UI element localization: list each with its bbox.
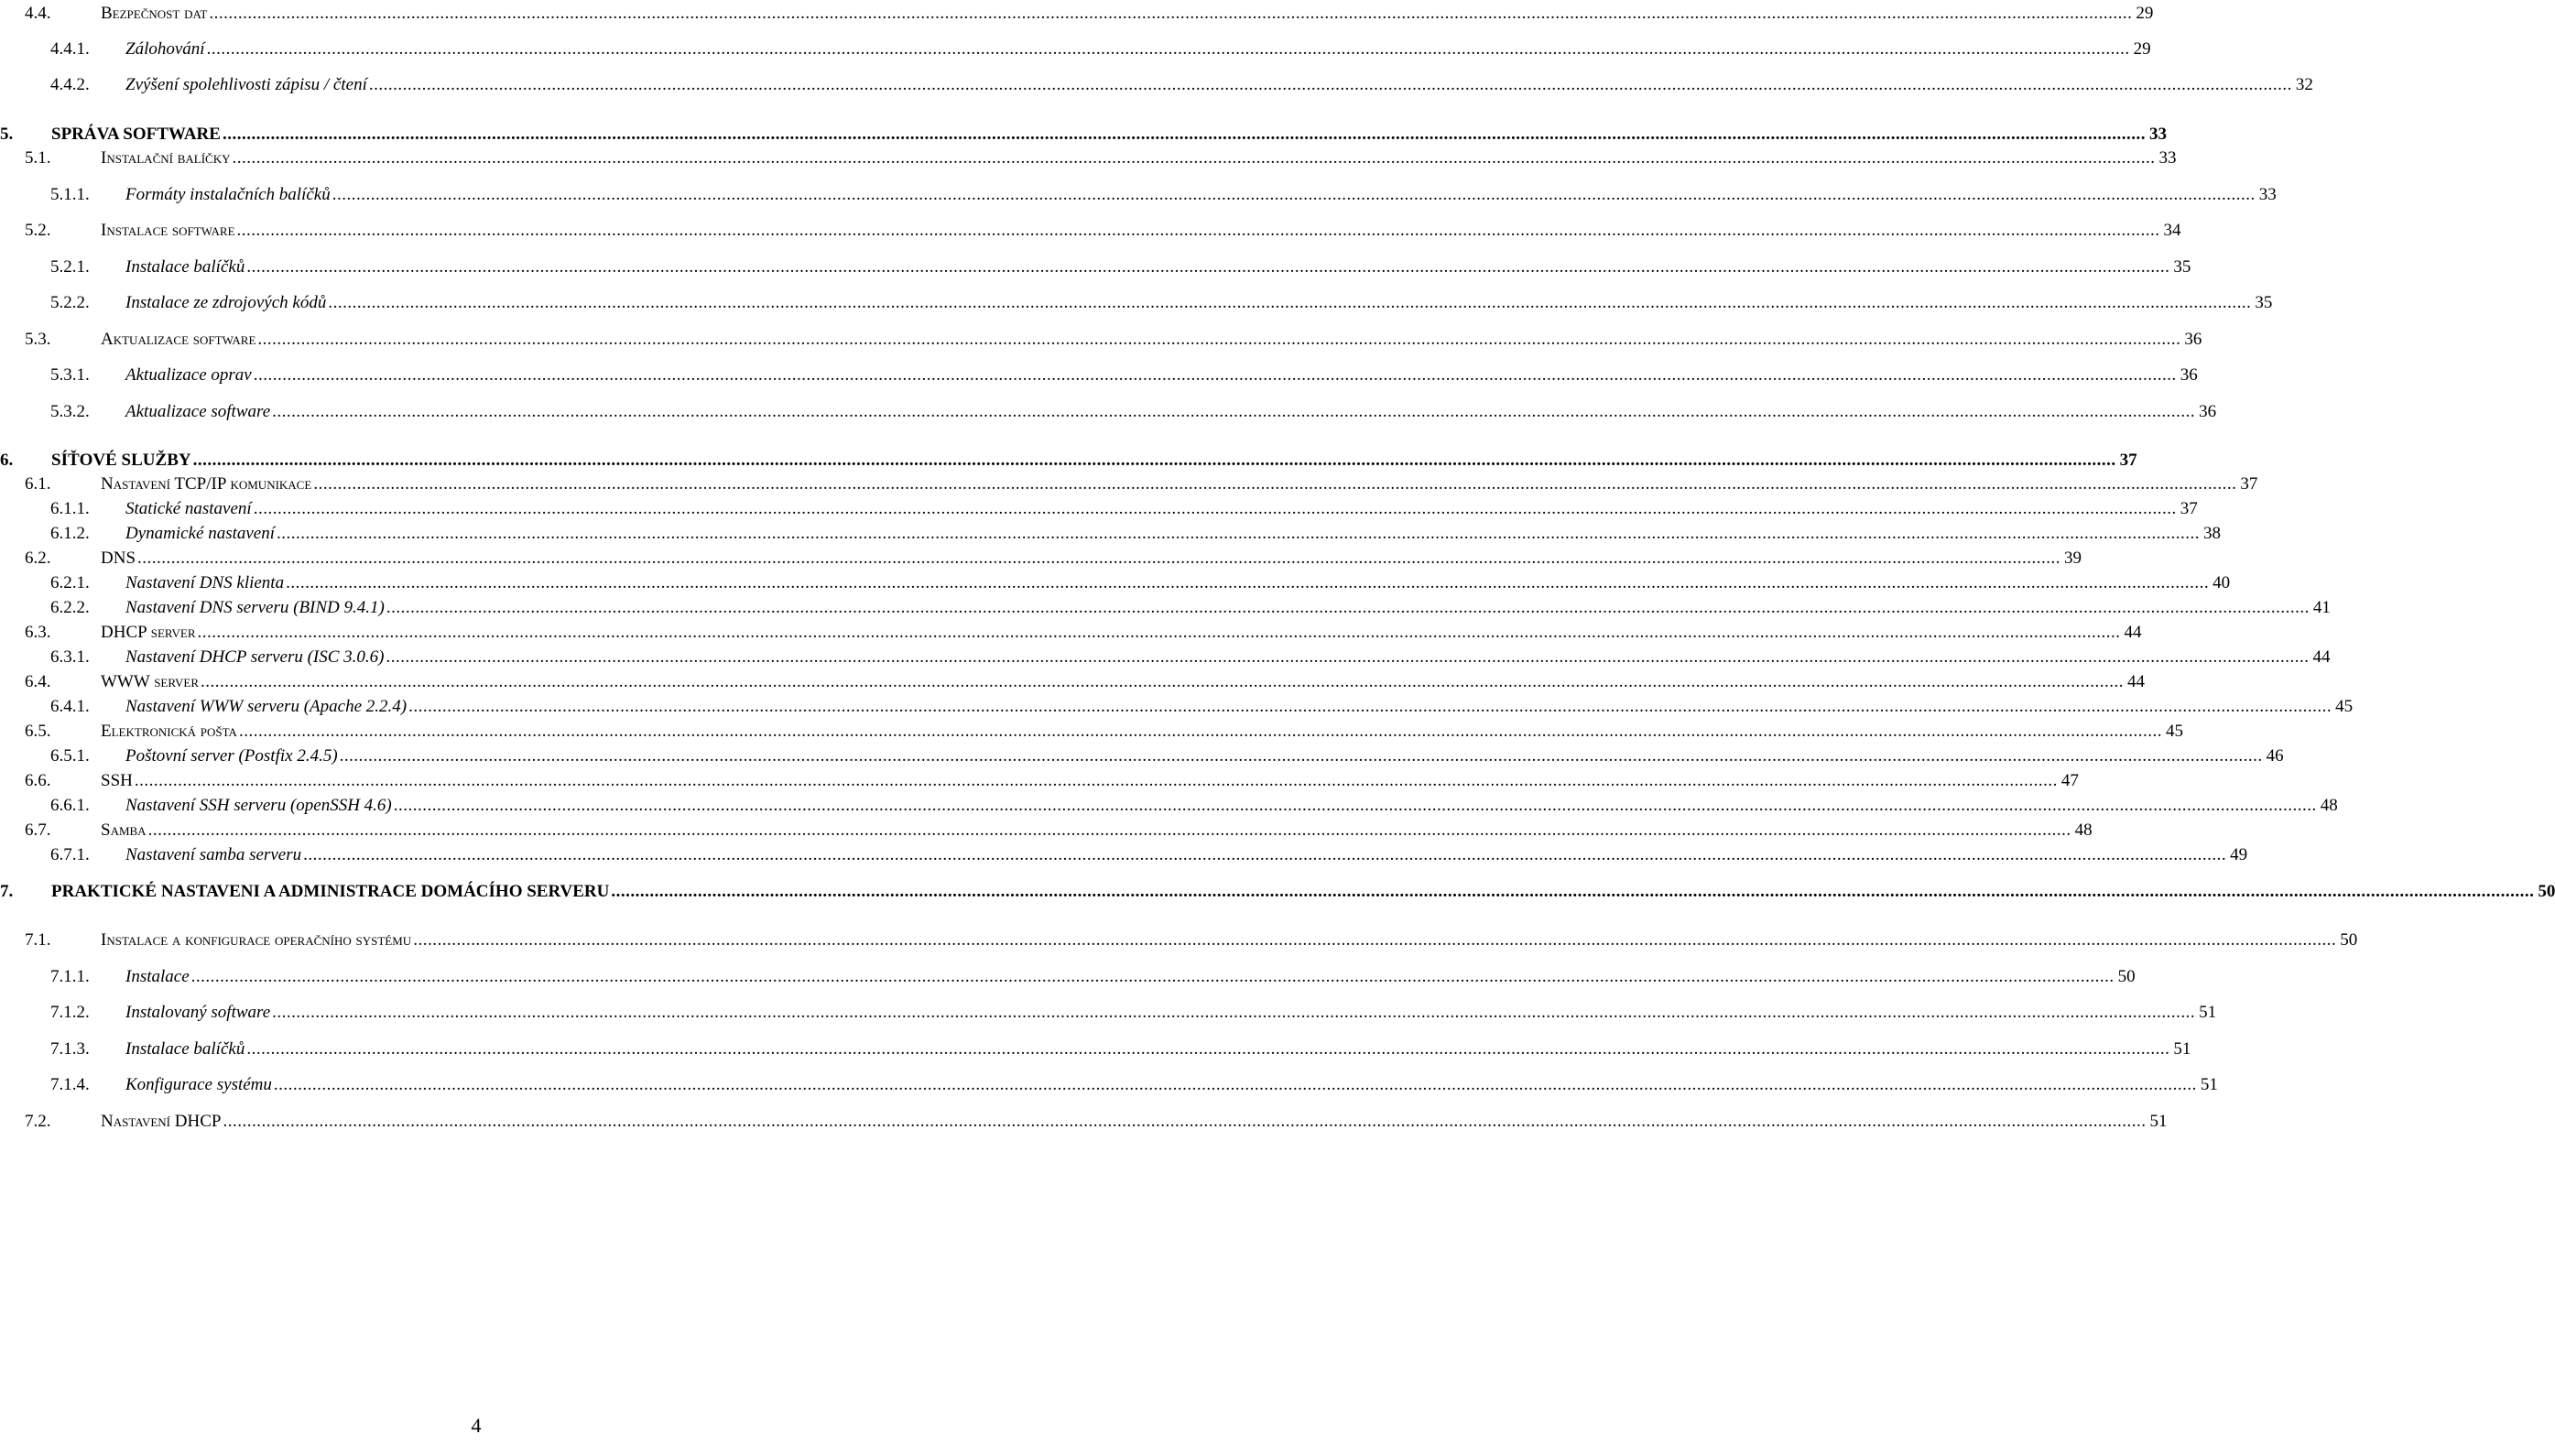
toc-entry-number: 7.1.1.	[50, 967, 90, 986]
toc-entry[interactable]	[0, 2, 2154, 26]
toc-dot-leader: ................................................................................................................................................................................................................................................................................................................................................................................................................	[413, 930, 2337, 950]
toc-entry-title: SSH	[101, 771, 133, 790]
toc-entry-title: Konfigurace systému	[125, 1075, 272, 1094]
toc-entry[interactable]	[0, 183, 2277, 207]
toc-entry-number: 6.7.1.	[50, 845, 90, 864]
toc-dot-leader: ................................................................................................................................................................................................................................................................................................................................................................................................................	[209, 4, 2133, 23]
toc-entry-number: 5.1.	[25, 148, 51, 168]
toc-entry-page: 37	[2180, 499, 2198, 518]
toc-entry-title: Nastavení DNS klienta	[125, 573, 285, 592]
toc-entry-title: Statické nastavení	[125, 499, 252, 518]
toc-entry-page: 45	[2335, 697, 2354, 716]
toc-entry-number: 6.4.1.	[50, 697, 90, 716]
toc-entry-page: 33	[2148, 125, 2167, 144]
toc-entry-number: 6.1.	[25, 474, 51, 494]
toc-entry-number: 5.3.	[25, 330, 51, 349]
toc-dot-leader: ................................................................................................................................................................................................................................................................................................................................................................................................................	[272, 1003, 2196, 1022]
toc-entry-page: 29	[2133, 39, 2151, 59]
toc-entry-number: 5.2.	[25, 221, 51, 240]
toc-entry-page: 35	[2173, 257, 2191, 277]
toc-entry-number: 5.2.1.	[50, 257, 90, 277]
toc-entry[interactable]	[0, 929, 2358, 952]
toc-dot-leader: ................................................................................................................................................................................................................................................................................................................................................................................................................	[222, 125, 2146, 144]
toc-entry[interactable]	[0, 1001, 2217, 1025]
toc-entry-number: 7.1.3.	[50, 1039, 90, 1059]
toc-entry-number: 5.	[0, 125, 14, 144]
toc-entry[interactable]	[0, 880, 2555, 904]
toc-entry-title: Instalace	[125, 967, 190, 986]
toc-entry-number: 6.3.1.	[50, 647, 90, 667]
toc-entry[interactable]	[0, 695, 2354, 719]
toc-entry[interactable]	[0, 522, 2222, 546]
toc-dot-leader: ................................................................................................................................................................................................................................................................................................................................................................................................................	[277, 524, 2201, 543]
toc-entry[interactable]	[0, 965, 2136, 989]
toc-entry-number: 5.1.1.	[50, 185, 90, 204]
toc-entry-page: 50	[2538, 882, 2555, 901]
toc-dot-leader: ................................................................................................................................................................................................................................................................................................................................................................................................................	[223, 1112, 2147, 1131]
toc-dot-leader: ................................................................................................................................................................................................................................................................................................................................................................................................................	[147, 820, 2071, 840]
toc-entry-title: Aktualizace oprav	[125, 365, 252, 385]
toc-entry[interactable]	[0, 843, 2248, 867]
toc-entry[interactable]	[0, 38, 2151, 61]
toc-entry-number: 6.	[0, 451, 14, 470]
toc-entry-title: Instalace a konfigurace operačního systému	[101, 930, 412, 950]
toc-entry-title: PRAKTICKÉ NASTAVENI A ADMINISTRACE DOMÁCÍHO SERVERU	[51, 882, 610, 901]
toc-entry-title: DHCP server	[101, 623, 196, 642]
toc-entry-number: 4.4.1.	[50, 39, 90, 59]
toc-entry-page: 35	[2255, 293, 2273, 312]
toc-dot-leader: ................................................................................................................................................................................................................................................................................................................................................................................................................	[303, 845, 2227, 864]
toc-entry-page: 34	[2163, 221, 2181, 240]
toc-entry[interactable]	[0, 73, 2313, 97]
toc-entry-page: 36	[2199, 402, 2217, 421]
toc-entry-page: 44	[2127, 672, 2146, 691]
toc-dot-leader: ................................................................................................................................................................................................................................................................................................................................................................................................................	[386, 598, 2310, 617]
toc-entry-title: Instalační balíčky	[101, 148, 231, 168]
toc-entry-page: 51	[2173, 1039, 2191, 1059]
toc-dot-leader: ................................................................................................................................................................................................................................................................................................................................................................................................................	[246, 257, 2170, 277]
toc-dot-leader: ................................................................................................................................................................................................................................................................................................................................................................................................................	[257, 330, 2181, 349]
toc-entry[interactable]	[0, 255, 2191, 279]
toc-entry-page: 46	[2266, 746, 2284, 766]
toc-entry-number: 7.1.	[25, 930, 51, 950]
toc-entry[interactable]	[0, 219, 2181, 243]
toc-entry-title: Nastavení DHCP serveru (ISC 3.0.6)	[125, 647, 385, 667]
toc-dot-leader: ................................................................................................................................................................................................................................................................................................................................................................................................................	[137, 549, 2061, 568]
toc-entry[interactable]	[0, 1038, 2191, 1061]
toc-entry-page: 48	[2320, 796, 2338, 815]
toc-entry[interactable]	[0, 1073, 2218, 1097]
toc-dot-leader: ................................................................................................................................................................................................................................................................................................................................................................................................................	[190, 967, 2115, 986]
toc-entry-number: 6.7.	[25, 820, 51, 840]
toc-entry-page: 36	[2184, 330, 2202, 349]
toc-dot-leader: ................................................................................................................................................................................................................................................................................................................................................................................................................	[206, 39, 2130, 59]
toc-entry-number: 6.5.1.	[50, 746, 90, 766]
toc-entry-title: Dynamické nastavení	[125, 524, 276, 543]
toc-entry-page: 33	[2258, 185, 2277, 204]
toc-entry-number: 6.4.	[25, 672, 51, 691]
toc-entry[interactable]	[0, 571, 2231, 595]
toc-entry-title: Poštovní server (Postfix 2.4.5)	[125, 746, 338, 766]
toc-entry[interactable]	[0, 621, 2142, 645]
toc-entry-page: 37	[2240, 474, 2258, 494]
toc-entry[interactable]	[0, 547, 2082, 570]
toc-entry-number: 6.2.1.	[50, 573, 90, 592]
toc-entry-number: 4.4.	[25, 4, 51, 23]
toc-dot-leader: ................................................................................................................................................................................................................................................................................................................................................................................................................	[236, 221, 2160, 240]
toc-entry-page: 37	[2119, 451, 2137, 470]
toc-entry[interactable]	[0, 794, 2338, 818]
toc-entry-page: 44	[2124, 623, 2142, 642]
toc-entry-page: 40	[2213, 573, 2231, 592]
toc-entry-page: 50	[2117, 967, 2136, 986]
toc-entry-title: Bezpečnost dat	[101, 4, 208, 23]
toc-entry-page: 48	[2074, 820, 2093, 840]
toc-entry[interactable]	[0, 328, 2202, 352]
toc-entry-title: Instalovaný software	[125, 1003, 271, 1022]
toc-dot-leader: ................................................................................................................................................................................................................................................................................................................................................................................................................	[273, 1075, 2197, 1094]
toc-dot-leader: ................................................................................................................................................................................................................................................................................................................................................................................................................	[253, 365, 2177, 385]
toc-entry-page: 47	[2060, 771, 2079, 790]
toc-dot-leader: ................................................................................................................................................................................................................................................................................................................................................................................................................	[272, 402, 2196, 421]
toc-entry-number: 6.3.	[25, 623, 51, 642]
toc-entry-page: 49	[2230, 845, 2248, 864]
toc-dot-leader: ................................................................................................................................................................................................................................................................................................................................................................................................................	[393, 796, 2317, 815]
toc-entry-page: 33	[2158, 148, 2177, 168]
toc-entry-title: WWW server	[101, 672, 200, 691]
toc-entry-number: 4.4.2.	[50, 75, 90, 94]
toc-entry-page: 32	[2295, 75, 2313, 94]
toc-entry-number: 7.1.4.	[50, 1075, 90, 1094]
toc-dot-leader: ................................................................................................................................................................................................................................................................................................................................................................................................................	[313, 474, 2237, 494]
toc-entry[interactable]	[0, 291, 2273, 315]
toc-entry-title: Instalace ze zdrojových kódů	[125, 293, 327, 312]
toc-dot-leader: ................................................................................................................................................................................................................................................................................................................................................................................................................	[328, 293, 2252, 312]
toc-entry[interactable]	[0, 364, 2198, 387]
toc-entry-number: 6.6.1.	[50, 796, 90, 815]
toc-entry-number: 6.1.2.	[50, 524, 90, 543]
toc-entry[interactable]	[0, 473, 2258, 496]
toc-entry-title: Instalace balíčků	[125, 257, 245, 277]
page-number: 4	[471, 1414, 482, 1437]
toc-entry-page: 29	[2136, 4, 2154, 23]
toc-dot-leader: ................................................................................................................................................................................................................................................................................................................................................................................................................	[192, 451, 2116, 470]
toc-dot-leader: ................................................................................................................................................................................................................................................................................................................................................................................................................	[408, 697, 2332, 716]
toc-dot-leader: ................................................................................................................................................................................................................................................................................................................................................................................................................	[286, 573, 2210, 592]
toc-entry[interactable]	[0, 769, 2079, 793]
toc-entry[interactable]	[0, 670, 2146, 694]
toc-entry-number: 6.6.	[25, 771, 51, 790]
toc-entry-title: Aktualizace software	[101, 330, 256, 349]
toc-entry-title: Nastavení TCP/IP komunikace	[101, 474, 312, 494]
toc-entry-title: Nastavení samba serveru	[125, 845, 302, 864]
toc-entry-title: Samba	[101, 820, 147, 840]
toc-entry[interactable]	[0, 744, 2284, 768]
toc-entry-title: Instalace balíčků	[125, 1039, 245, 1059]
toc-entry-page: 51	[2149, 1112, 2168, 1131]
toc-entry-title: Aktualizace software	[125, 402, 271, 421]
toc-entry[interactable]	[0, 449, 2137, 473]
toc-entry-page: 41	[2312, 598, 2331, 617]
toc-entry-number: 6.1.1.	[50, 499, 90, 518]
toc-entry[interactable]	[0, 400, 2217, 424]
toc-dot-leader: ................................................................................................................................................................................................................................................................................................................................................................................................................	[386, 647, 2310, 667]
toc-entry[interactable]	[0, 819, 2093, 842]
toc-entry-title: SPRÁVA SOFTWARE	[51, 125, 221, 144]
toc-entry-number: 5.2.2.	[50, 293, 90, 312]
toc-dot-leader: ................................................................................................................................................................................................................................................................................................................................................................................................................	[611, 882, 2535, 901]
toc-entry-page: 38	[2203, 524, 2222, 543]
toc-entry[interactable]	[0, 497, 2198, 521]
toc-entry-title: Elektronická pošta	[101, 722, 237, 741]
toc-dot-leader: ................................................................................................................................................................................................................................................................................................................................................................................................................	[253, 499, 2177, 518]
toc-entry-title: Nastavení DNS serveru (BIND 9.4.1)	[125, 598, 385, 617]
toc-entry-number: 6.2.	[25, 549, 51, 568]
toc-entry-title: Zvýšení spolehlivosti zápisu / čtení	[125, 75, 367, 94]
toc-entry-title: SÍŤOVÉ SLUŽBY	[51, 451, 191, 470]
toc-entry-title: Zálohování	[125, 39, 205, 59]
toc-entry-number: 7.2.	[25, 1112, 51, 1131]
toc-entry-page: 51	[2200, 1075, 2218, 1094]
toc-entry-page: 50	[2340, 930, 2358, 950]
toc-dot-leader: ................................................................................................................................................................................................................................................................................................................................................................................................................	[246, 1039, 2170, 1059]
toc-entry-number: 6.5.	[25, 722, 51, 741]
toc-dot-leader: ................................................................................................................................................................................................................................................................................................................................................................................................................	[232, 148, 2156, 168]
toc-dot-leader: ................................................................................................................................................................................................................................................................................................................................................................................................................	[238, 722, 2162, 741]
toc-entry-title: Instalace software	[101, 221, 235, 240]
toc-entry-title: Formáty instalačních balíčků	[125, 185, 331, 204]
toc-entry-title: Nastavení DHCP	[101, 1112, 222, 1131]
toc-entry-page: 36	[2180, 365, 2198, 385]
toc-entry-page: 44	[2312, 647, 2331, 667]
toc-entry-number: 7.1.2.	[50, 1003, 90, 1022]
toc-entry[interactable]	[0, 720, 2183, 744]
toc-entry-page: 51	[2199, 1003, 2217, 1022]
toc-entry[interactable]	[0, 646, 2331, 669]
toc-entry[interactable]	[0, 147, 2177, 170]
toc-entry-number: 5.3.2.	[50, 402, 90, 421]
toc-entry-page: 45	[2165, 722, 2183, 741]
toc-entry-number: 5.3.1.	[50, 365, 90, 385]
toc-entry[interactable]	[0, 123, 2167, 147]
toc-entry-title: DNS	[101, 549, 136, 568]
toc-dot-leader: ................................................................................................................................................................................................................................................................................................................................................................................................................	[339, 746, 2263, 766]
toc-entry-title: Nastavení SSH serveru (openSSH 4.6)	[125, 796, 392, 815]
toc-entry[interactable]	[0, 1110, 2168, 1134]
toc-dot-leader: ................................................................................................................................................................................................................................................................................................................................................................................................................	[197, 623, 2121, 642]
toc-dot-leader: ................................................................................................................................................................................................................................................................................................................................................................................................................	[134, 771, 2058, 790]
toc-dot-leader: ................................................................................................................................................................................................................................................................................................................................................................................................................	[368, 75, 2292, 94]
toc-dot-leader: ................................................................................................................................................................................................................................................................................................................................................................................................................	[332, 185, 2256, 204]
toc-entry-number: 6.2.2.	[50, 598, 90, 617]
toc-entry-title: Nastavení WWW serveru (Apache 2.2.4)	[125, 697, 408, 716]
toc-entry-number: 7.	[0, 882, 14, 901]
toc-dot-leader: ................................................................................................................................................................................................................................................................................................................................................................................................................	[201, 672, 2125, 691]
toc-entry[interactable]	[0, 596, 2331, 620]
toc-entry-page: 39	[2064, 549, 2082, 568]
